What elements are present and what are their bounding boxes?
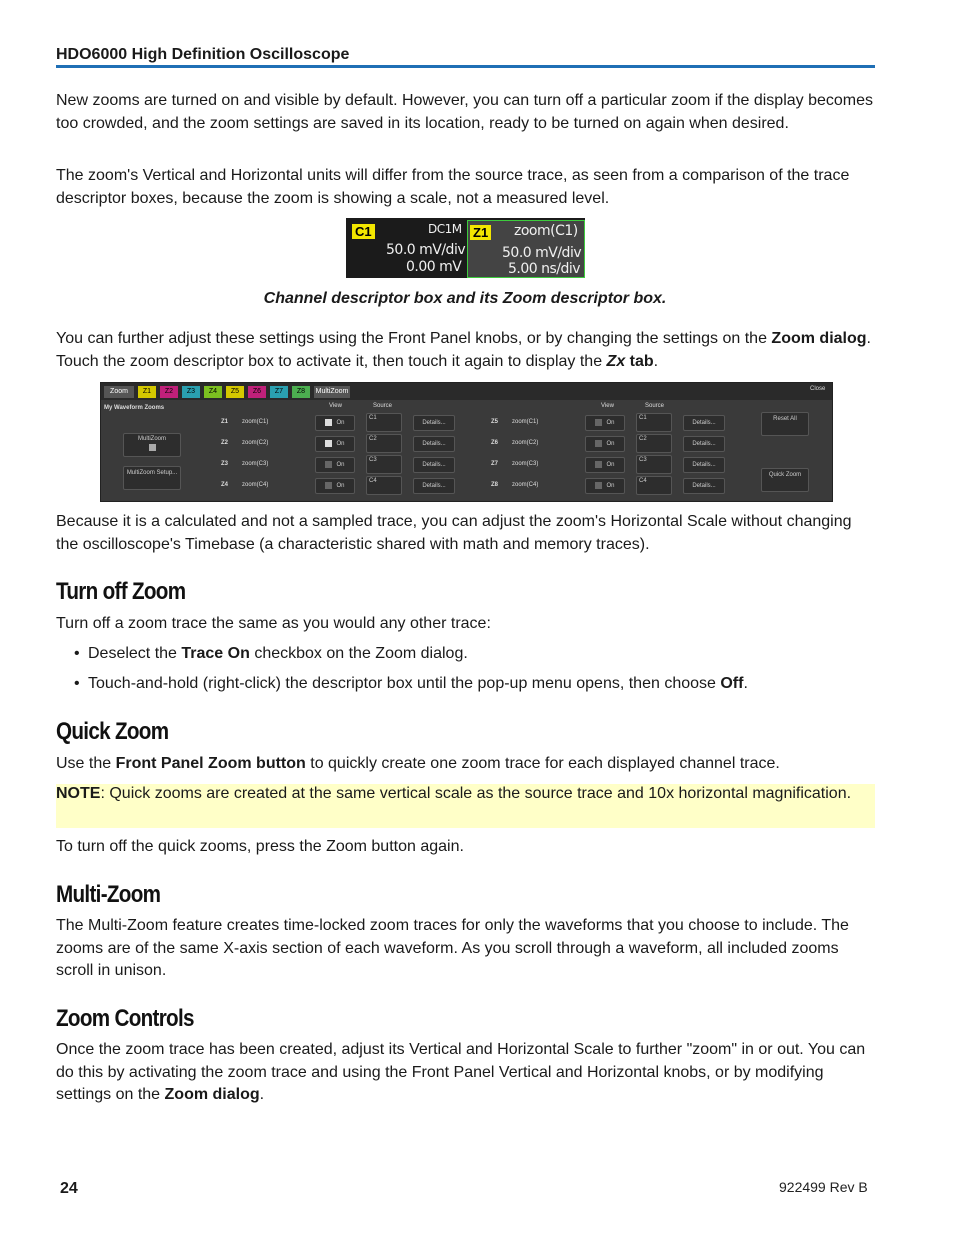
zoom-row-id: Z2 xyxy=(221,440,229,446)
heading-multi-zoom: Multi-Zoom xyxy=(56,881,161,908)
trace-on-checkbox[interactable] xyxy=(315,436,355,452)
on-label: On xyxy=(336,420,345,426)
zoom-controls-paragraph: Once the zoom trace has been created, adjust its Vertical and Horizontal Scale to further "zoom" in or out. You can do this by activating the zoom trace and using the Front Panel Vertical and Horizontal knobs, or by modifying settings on the Zoom dialog. xyxy=(56,1041,866,1103)
z1-hdiv: 5.00 ns/div xyxy=(508,261,581,277)
dialog-close-label[interactable]: Close xyxy=(810,386,826,392)
dialog-group-label: My Waveform Zooms xyxy=(104,405,165,411)
zoom-row-id: Z4 xyxy=(221,482,229,488)
tab-multizoom[interactable]: MultiZoom xyxy=(314,386,350,398)
z1-descriptor xyxy=(467,220,585,278)
calculated-trace-paragraph: Because it is a calculated and not a sampled trace, you can adjust the zoom's Horizontal Scale without changing the oscilloscope's Timebase (a characteristic shared with math and memory traces). xyxy=(56,513,852,553)
intro-paragraph-1: New zooms are turned on and visible by default. However, you can turn off a particular zoom if the display becomes too crowded, and the zoom settings are saved in its location, ready to be turned on again when desired. xyxy=(56,92,874,132)
zoom-row-id: Z3 xyxy=(221,461,229,467)
tab-z2[interactable]: Z2 xyxy=(160,386,178,398)
zoom-row-name: zoom(C1) xyxy=(512,419,539,425)
heading-zoom-controls: Zoom Controls xyxy=(56,1005,194,1032)
source-select[interactable]: C1 xyxy=(366,413,402,432)
checkbox-icon xyxy=(595,440,602,447)
source-select[interactable]: C3 xyxy=(636,455,672,474)
view-header-right: View xyxy=(601,403,614,409)
tab-z6[interactable]: Z6 xyxy=(248,386,266,398)
tab-z1[interactable]: Z1 xyxy=(138,386,156,398)
on-label: On xyxy=(606,420,615,426)
z1-source: zoom(C1) xyxy=(514,223,578,239)
tab-z7[interactable]: Z7 xyxy=(270,386,288,398)
details-button[interactable]: Details... xyxy=(413,436,455,452)
zoom-row-name: zoom(C4) xyxy=(512,482,539,488)
trace-on-checkbox[interactable] xyxy=(585,457,625,473)
details-button[interactable]: Details... xyxy=(683,457,725,473)
zoom-row-name: zoom(C3) xyxy=(242,461,269,467)
zoom-row-id: Z5 xyxy=(491,419,499,425)
multi-zoom-paragraph: The Multi-Zoom feature creates time-locked zoom traces for only the waveforms that you choose to include. The zooms are of the same X-axis section of each waveform. As you scroll through a waveform, all included zooms scroll in unison. xyxy=(56,917,849,979)
trace-on-checkbox[interactable] xyxy=(585,478,625,494)
heading-quick-zoom: Quick Zoom xyxy=(56,718,169,745)
zoom-row-id: Z1 xyxy=(221,419,229,425)
tab-zoom[interactable]: Zoom xyxy=(104,386,134,398)
quick-zoom-button[interactable]: Quick Zoom xyxy=(761,468,809,492)
details-button[interactable]: Details... xyxy=(413,415,455,431)
trace-on-checkbox[interactable] xyxy=(315,478,355,494)
view-header-left: View xyxy=(329,403,342,409)
trace-on-checkbox[interactable] xyxy=(315,415,355,431)
turn-off-intro: Turn off a zoom trace the same as you would any other trace: xyxy=(56,615,491,632)
on-label: On xyxy=(336,462,345,468)
tab-z3[interactable]: Z3 xyxy=(182,386,200,398)
quick-zoom-off-paragraph: To turn off the quick zooms, press the Zoom button again. xyxy=(56,838,464,855)
tab-z8[interactable]: Z8 xyxy=(292,386,310,398)
multizoom-toggle[interactable]: MultiZoom xyxy=(123,433,181,457)
zoom-row-name: zoom(C3) xyxy=(512,461,539,467)
details-button[interactable]: Details... xyxy=(683,436,725,452)
source-select[interactable]: C2 xyxy=(366,434,402,453)
checkbox-icon xyxy=(595,461,602,468)
trace-on-checkbox[interactable] xyxy=(315,457,355,473)
bullet-touch-and-hold: • Touch-and-hold (right-click) the descriptor box until the pop-up menu opens, then choose Off. xyxy=(88,673,748,695)
document-number: 922499 Rev B xyxy=(779,1179,868,1195)
descriptor-box-figure xyxy=(346,218,585,278)
checkbox-icon xyxy=(325,482,332,489)
figure-caption: Channel descriptor box and its Zoom descriptor box. xyxy=(263,290,667,307)
source-select[interactable]: C1 xyxy=(636,413,672,432)
details-button[interactable]: Details... xyxy=(413,478,455,494)
source-select[interactable]: C4 xyxy=(636,476,672,495)
zoom-row-id: Z7 xyxy=(491,461,499,467)
c1-coupling: DC1M xyxy=(428,222,462,236)
adjust-paragraph: You can further adjust these settings using the Front Panel knobs, or by changing the settings on the Zoom dialog. Touch the zoom descriptor box to activate it, then touch it again to display the Zx tab. xyxy=(56,330,871,370)
zoom-row-name: zoom(C2) xyxy=(242,440,269,446)
details-button[interactable]: Details... xyxy=(683,478,725,494)
zoom-dialog-tab-strip xyxy=(101,383,832,400)
bullet-deselect-trace-on: • Deselect the Trace On checkbox on the Zoom dialog. xyxy=(88,643,468,665)
c1-offset: 0.00 mV xyxy=(406,259,462,275)
z1-tag: Z1 xyxy=(470,225,491,240)
checkbox-icon xyxy=(325,461,332,468)
on-label: On xyxy=(606,441,615,447)
document-header-title: HDO6000 High Definition Oscilloscope xyxy=(56,46,350,63)
details-button[interactable]: Details... xyxy=(683,415,725,431)
zoom-dialog-screenshot xyxy=(100,382,833,502)
checkbox-icon xyxy=(595,419,602,426)
multizoom-setup-button[interactable]: MultiZoom Setup... xyxy=(123,466,181,490)
z1-vdiv: 50.0 mV/div xyxy=(502,245,582,261)
source-select[interactable]: C4 xyxy=(366,476,402,495)
trace-on-checkbox[interactable] xyxy=(585,415,625,431)
zoom-row-name: zoom(C1) xyxy=(242,419,269,425)
source-select[interactable]: C2 xyxy=(636,434,672,453)
on-label: On xyxy=(336,483,345,489)
checkbox-icon xyxy=(325,419,332,426)
on-label: On xyxy=(606,483,615,489)
tab-z5[interactable]: Z5 xyxy=(226,386,244,398)
heading-turn-off-zoom: Turn off Zoom xyxy=(56,578,186,605)
page-number: 24 xyxy=(60,1180,78,1197)
source-select[interactable]: C3 xyxy=(366,455,402,474)
reset-all-button[interactable]: Reset All xyxy=(761,412,809,436)
zoom-row-name: zoom(C2) xyxy=(512,440,539,446)
zoom-row-id: Z6 xyxy=(491,440,499,446)
tab-z4[interactable]: Z4 xyxy=(204,386,222,398)
intro-paragraph-2: The zoom's Vertical and Horizontal units will differ from the source trace, as seen from a comparison of the trace descriptor boxes, because the zoom is showing a scale, not a measured level. xyxy=(56,167,850,207)
trace-on-checkbox[interactable] xyxy=(585,436,625,452)
on-label: On xyxy=(336,441,345,447)
header-divider xyxy=(56,65,875,68)
checkbox-icon xyxy=(595,482,602,489)
on-label: On xyxy=(606,462,615,468)
checkbox-icon xyxy=(325,440,332,447)
details-button[interactable]: Details... xyxy=(413,457,455,473)
source-header-left: Source xyxy=(373,403,393,409)
note-text: NOTE: Quick zooms are created at the same vertical scale as the source trace and 10x horizontal magnification. xyxy=(56,785,852,802)
zoom-row-id: Z8 xyxy=(491,482,499,488)
c1-tag: C1 xyxy=(352,224,375,239)
zoom-row-name: zoom(C4) xyxy=(242,482,269,488)
c1-vdiv: 50.0 mV/div xyxy=(386,242,466,258)
source-header-right: Source xyxy=(645,403,665,409)
quick-zoom-paragraph: Use the Front Panel Zoom button to quickly create one zoom trace for each displayed channel trace. xyxy=(56,755,780,772)
